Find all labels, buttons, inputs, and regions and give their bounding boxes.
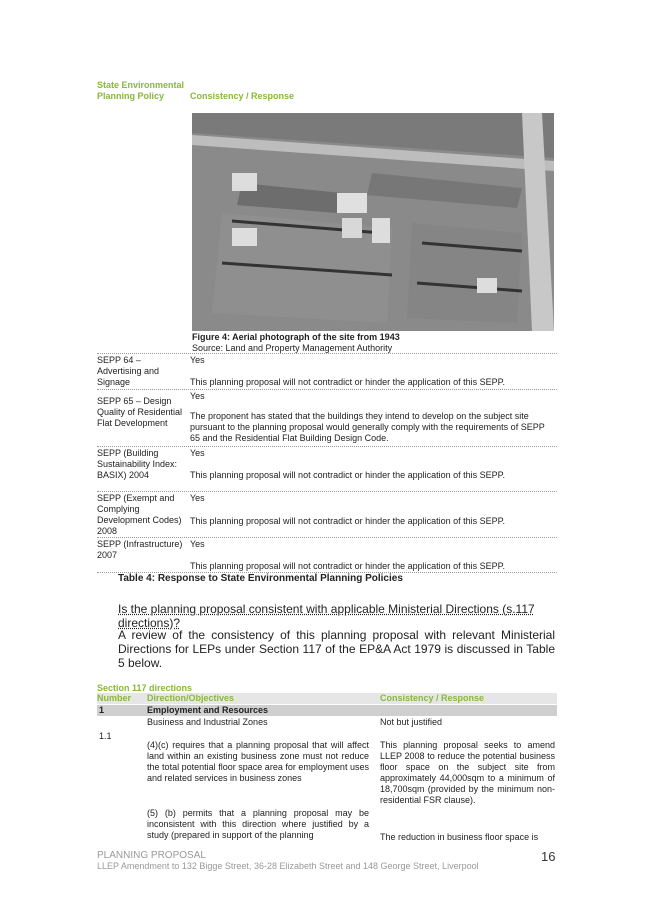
row-status: Yes [190, 493, 205, 503]
header-col-response: Consistency / Response [190, 91, 295, 101]
s117-header-direction: Direction/Objectives [147, 693, 235, 703]
s117-header-number: Number [97, 693, 132, 703]
s117-objective-a: (4)(c) requires that a planning proposal that will affect land within an existing business zone must not reduce the total potential floor space area for employment uses and related services in business zones [147, 740, 369, 783]
footer-subtitle: LLEP Amendment to 132 Bigge Street, 36-28 Elizabeth Street and 148 George Street, Liverpool [97, 861, 479, 871]
row-policy: SEPP 64 – Advertising and Signage [97, 355, 160, 387]
row-response: This planning proposal will not contradict or hinder the application of this SEPP. [190, 470, 506, 480]
footer-title: PLANNING PROPOSAL [97, 850, 206, 861]
row-status: Yes [190, 355, 205, 365]
s117-item-title: Business and Industrial Zones [147, 717, 268, 727]
s117-objective-b: (5) (b) permits that a planning proposal may be inconsistent with this direction where justified by a study (prepared in support of the planning [147, 808, 369, 840]
s117-response-b: The reduction in business floor space is [380, 832, 539, 842]
s117-group-title: Employment and Resources [147, 705, 269, 715]
row-policy: SEPP (Building Sustainability Index: BASIX) 2004 [97, 448, 178, 480]
row-policy: SEPP (Exempt and Complying Development Codes) 2008 [97, 493, 182, 536]
row-response: This planning proposal will not contradict or hinder the application of this SEPP. [190, 377, 506, 387]
row-policy: SEPP (Infrastructure) 2007 [97, 539, 183, 560]
intro-paragraph: A review of the consistency of this planning proposal with relevant Ministerial Directions for LEPs under Section 117 of the EP&A Act 1979 is discussed in Table 5 below. [118, 628, 555, 670]
row-status: Yes [190, 448, 205, 458]
s117-item-status: Not but justified [380, 717, 443, 727]
s117-response-a: This planning proposal seeks to amend LLEP 2008 to reduce the potential business floor space on the subject site from approximately 44,000sqm to a minimum of 18,700sqm (provided by the minimum non-residential FSR clause). [380, 740, 555, 805]
header-col-policy: State Environmental Planning Policy [97, 80, 185, 101]
s117-group-number: 1 [99, 705, 105, 715]
aerial-photograph [192, 113, 554, 331]
table-caption: Table 4: Response to State Environmental Planning Policies [118, 573, 403, 584]
s117-item-number: 1.1 [99, 731, 112, 741]
row-policy: SEPP 65 – Design Quality of Residential Flat Development [97, 396, 183, 428]
figure-caption: Figure 4: Aerial photograph of the site from 1943 [192, 332, 400, 342]
page-number: 16 [541, 849, 556, 864]
row-status: Yes [190, 391, 205, 401]
s117-title: Section 117 directions [97, 683, 193, 693]
s117-header-consistency: Consistency / Response [380, 693, 485, 703]
question-heading: Is the planning proposal consistent with applicable Ministerial Directions (s.117 directions)? [118, 602, 535, 630]
row-response: This planning proposal will not contradict or hinder the application of this SEPP. [190, 516, 506, 526]
row-response: The proponent has stated that the buildings they intend to develop on the subject site pursuant to the planning proposal would generally comply with the requirements of SEPP 65 and the Residential Flat Building Design Code. [190, 411, 545, 443]
row-response: This planning proposal will not contradict or hinder the application of this SEPP. [190, 561, 506, 571]
figure-source: Source: Land and Property Management Authority [192, 343, 393, 353]
row-status: Yes [190, 539, 205, 549]
